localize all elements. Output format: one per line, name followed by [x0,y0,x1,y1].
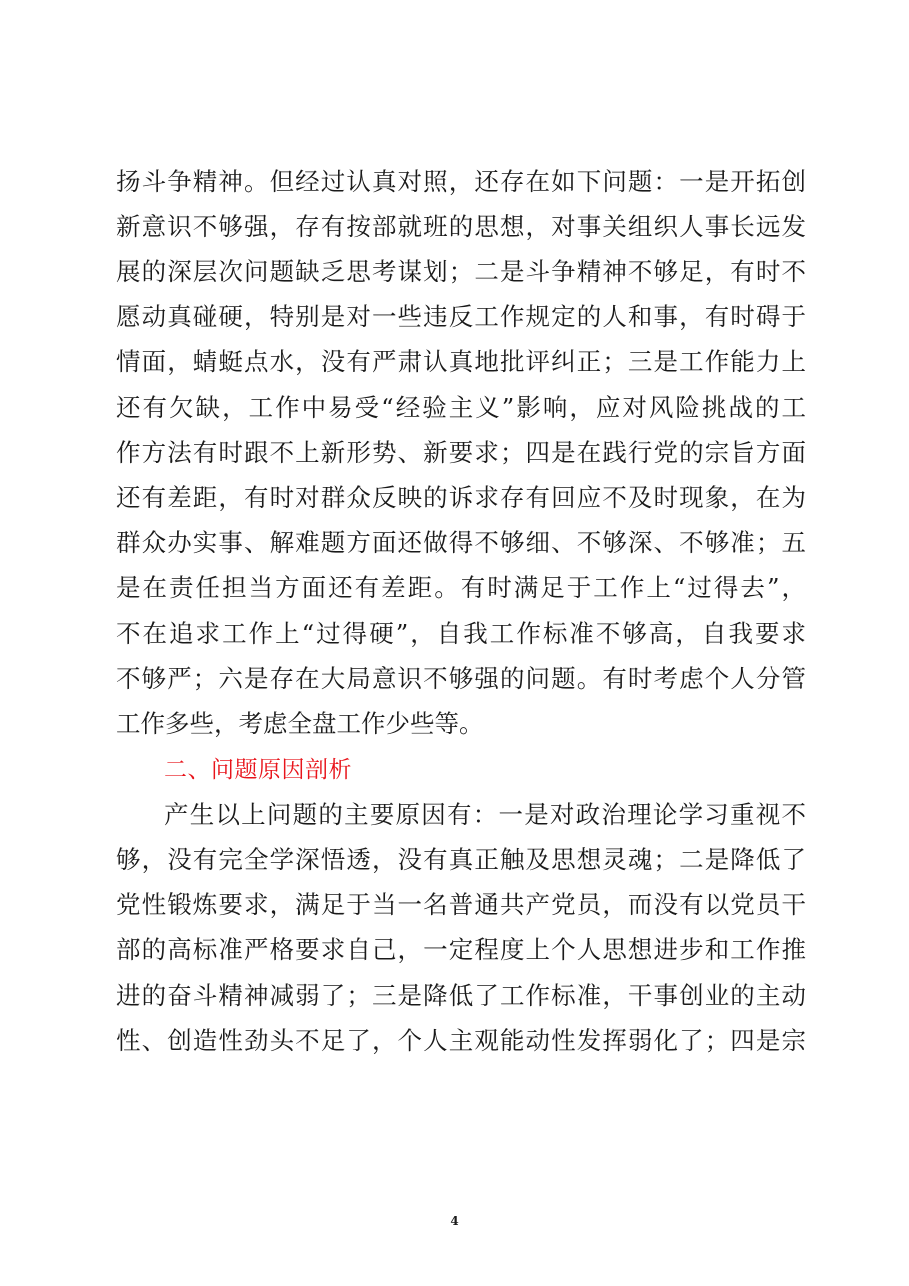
section-heading: 二、问题原因剖析 [164,757,352,783]
text-line: 扬斗争精神。但经过认真对照，还存在如下问题：一是开拓创 [116,167,806,196]
text-line: 还有差距，有时对群众反映的诉求存有回应不及时现象，在为 [116,483,806,512]
text-line: 产生以上问题的主要原因有：一是对政治理论学习重视不 [164,800,806,829]
text-line: 进的奋斗精神减弱了；三是降低了工作标准，干事创业的主动 [116,981,806,1010]
text-line: 性、创造性劲头不足了，个人主观能动性发挥弱化了；四是宗 [116,1026,806,1055]
text-line: 情面，蜻蜓点水，没有严肃认真地批评纠正；三是工作能力上 [116,347,806,376]
text-line: 新意识不够强，存有按部就班的思想，对事关组织人事长远发 [116,212,806,241]
text-line: 党性锻炼要求，满足于当一名普通共产党员，而没有以党员干 [116,890,806,919]
text-line: 工作多些，考虑全盘工作少些等。 [116,709,484,738]
text-line: 群众办实事、解难题方面还做得不够细、不够深、不够准；五 [116,528,806,557]
page-number: 4 [450,1214,459,1228]
text-line: 是在责任担当方面还有差距。有时满足于工作上“过得去”， [116,573,806,602]
text-line: 不在追求工作上“过得硬”，自我工作标准不够高，自我要求 [116,619,806,648]
text-line: 愿动真碰硬，特别是对一些违反工作规定的人和事，有时碍于 [116,302,806,331]
text-line: 够，没有完全学深悟透，没有真正触及思想灵魂；二是降低了 [116,845,806,874]
text-line: 不够严；六是存在大局意识不够强的问题。有时考虑个人分管 [116,664,806,693]
text-line: 作方法有时跟不上新形势、新要求；四是在践行党的宗旨方面 [116,438,806,467]
text-line: 部的高标准严格要求自己，一定程度上个人思想进步和工作推 [116,935,806,964]
text-line: 展的深层次问题缺乏思考谋划；二是斗争精神不够足，有时不 [116,257,806,286]
text-line: 还有欠缺，工作中易受“经验主义”影响，应对风险挑战的工 [116,393,806,422]
